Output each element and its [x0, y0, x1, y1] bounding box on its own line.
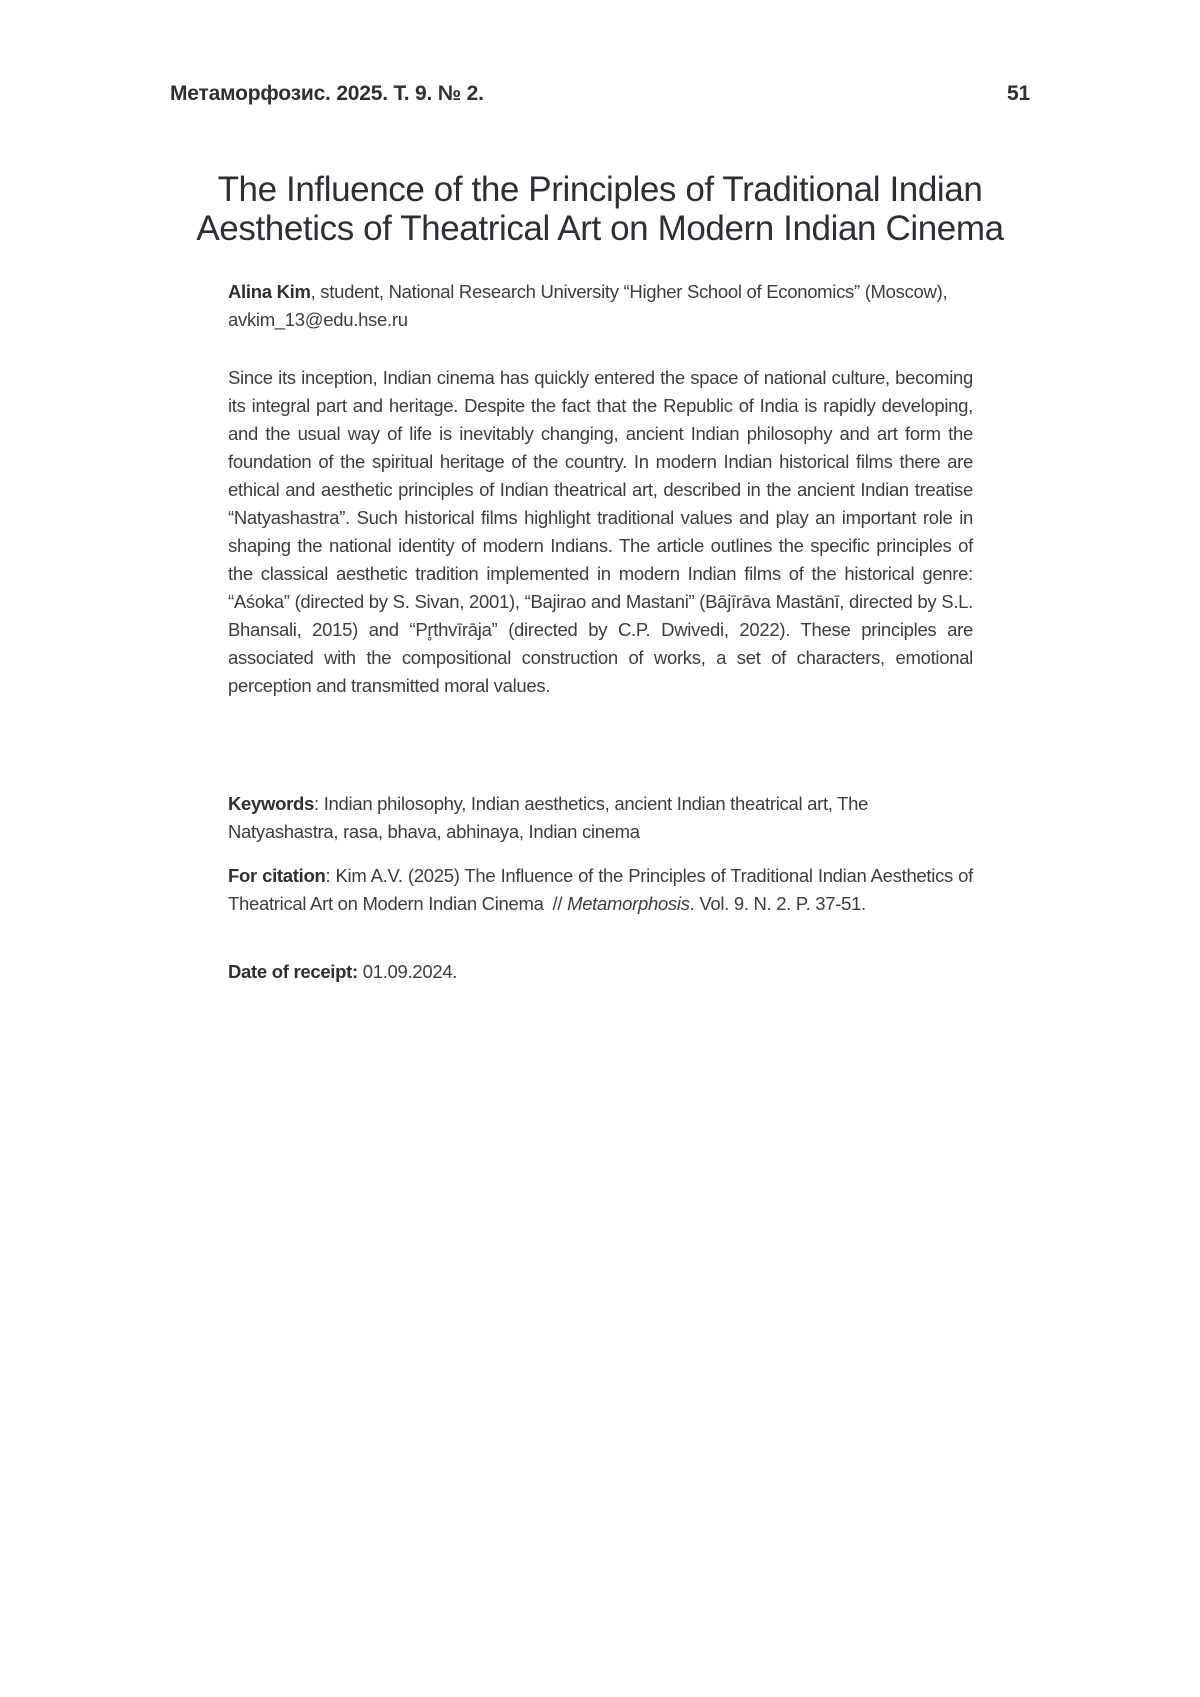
citation-text-after: . Vol. 9. N. 2. P. 37-51. — [689, 893, 866, 914]
citation-paragraph — [228, 862, 973, 918]
article-title-line-2: Aesthetics of Theatrical Art on Modern Indian Cinema — [196, 209, 1004, 248]
receipt-date: 01.09.2024. — [357, 961, 458, 982]
author-block — [228, 278, 973, 334]
citation-separator: : — [325, 865, 336, 886]
journal-reference: Метаморфозис. 2025. Т. 9. № 2. — [170, 82, 484, 105]
citation-text-before: Kim A.V. (2025) The Influence of the Principles of Traditional Indian Aesthetics of Theatrical Art on Modern Indian Cinema // — [228, 865, 973, 914]
keywords-text: Indian philosophy, Indian aesthetics, ancient Indian theatrical art, The Natyashastra, rasa, bhava, abhinaya, Indian cinema — [228, 793, 869, 842]
page-number: 51 — [1007, 82, 1030, 105]
keywords-paragraph — [228, 790, 973, 846]
author-name: Alina Kim — [228, 281, 311, 302]
running-header — [170, 82, 1030, 106]
keywords-separator: : — [314, 793, 324, 814]
abstract-paragraph: Since its inception, Indian cinema has quickly entered the space of national culture, becoming its integral part and heritage. Despite the fact that the Republic of India is rapidly developing, and the usual way of life is inevitably changing, ancient Indian philosophy and art form the foundation of the spiritual heritage of the country. In modern Indian historical films there are ethical and aesthetic principles of Indian theatrical art, described in the ancient Indian treatise “Natyashastra”. Such historical films highlight traditional values and play an important role in shaping the national identity of modern Indians. The article outlines the specific principles of the classical aesthetic tradition implemented in modern Indian films of the historical genre: “Aśoka” (directed by S. Sivan, 2001), “Bajirao and Mastani” (Bājīrāva Mastānī, directed by S.L. Bhansali, 2015) and “Pr̥thvīrāja” (directed by C.P. Dwivedi, 2022). These principles are associated with the compositional construction of works, a set of characters, emotional perception and transmitted moral values. — [228, 367, 973, 696]
receipt-paragraph — [228, 958, 973, 986]
citation-journal-name: Metamorphosis — [567, 893, 690, 914]
receipt-label: Date of receipt: — [228, 961, 358, 982]
citation-label: For citation — [228, 865, 326, 886]
article-title — [100, 170, 1100, 248]
keywords-label: Keywords — [228, 793, 315, 814]
article-title-line-1: The Influence of the Principles of Traditional Indian — [217, 170, 983, 209]
author-affiliation: , student, National Research University “Higher School of Economics” (Moscow), avkim_13@edu.hse.ru — [228, 281, 948, 330]
